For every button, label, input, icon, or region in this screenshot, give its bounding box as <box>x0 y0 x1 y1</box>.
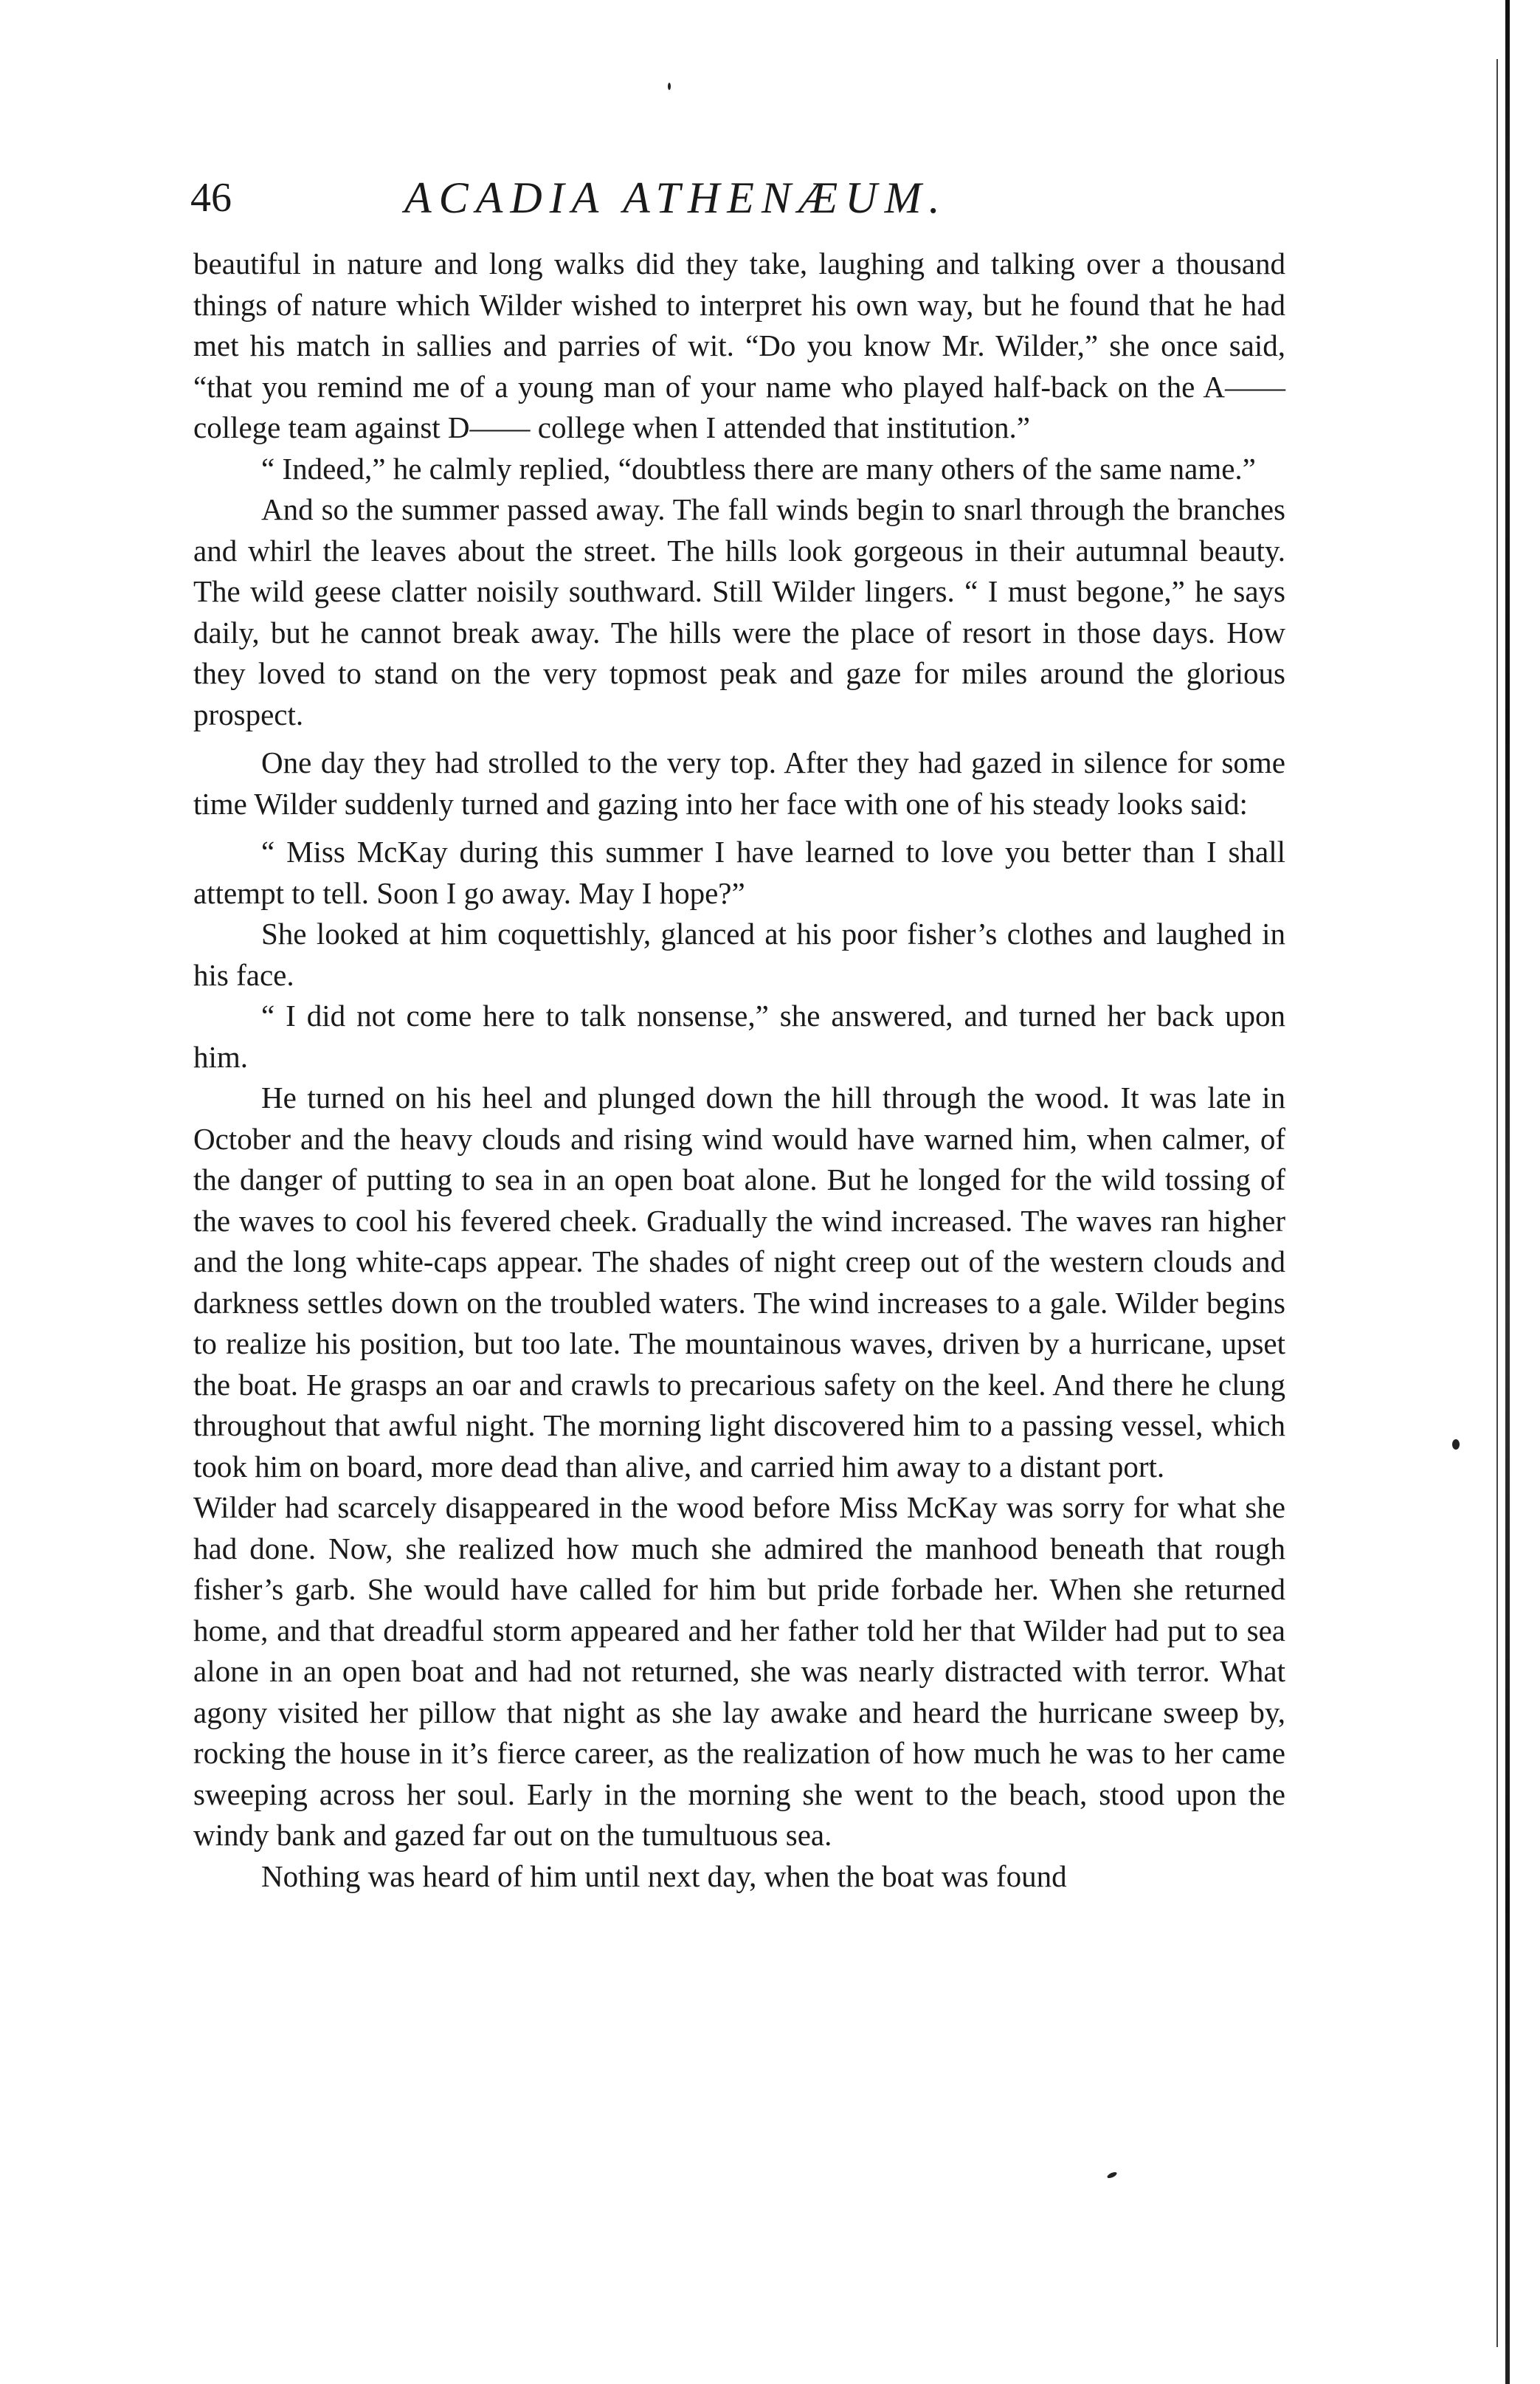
scan-speck <box>1106 2171 1117 2179</box>
paragraph: Nothing was heard of him until next day, when the boat was found <box>261 1858 1067 1893</box>
running-title: ACADIA ATHENÆUM. <box>404 173 947 222</box>
paragraph: “ Indeed,” he calmly replied, “doubtless there are many others of the same name.” <box>261 451 1256 486</box>
page-header <box>190 174 1282 233</box>
page-edge-shadow <box>1496 59 1498 2347</box>
paragraph: Wilder had scarcely disappeared in the wood before Miss McKay was sorry for what she had done. Now, she realized how much she admired the manhood beneath that rough fisher’s garb. She would have called for him but pride forbade her. When she returned home, and that dreadful storm appeared and her father told her that Wilder had put to sea alone in an open boat and had not returned, she was nearly distracted with terror. What agony visited her pillow that night as she lay awake and heard the hurricane sweep by, rocking the house in it’s fierce career, as the realization of how much he was to her came sweeping across her soul. Early in the morning she went to the beach, stood upon the windy bank and gazed far out on the tumultuous sea. <box>193 1490 1285 1852</box>
paragraph: beautiful in nature and long walks did they take, laughing and talking over a thousand things of nature which Wilder wished to interpret his own way, but he found that he had met his match in sallies and parries of wit. “Do you know Mr. Wilder,” she once said, “that you remind me of a young man of your name who played half-back on the A—— college team against D—— college when I attended that institution.” <box>193 247 1285 444</box>
scan-speck <box>668 83 671 90</box>
paragraph: He turned on his heel and plunged down the hill through the wood. It was late in October and the heavy clouds and rising wind would have warned him, when calmer, of the danger of putting to sea in an open boat alone. But he longed for the wild tossing of the waves to cool his fevered cheek. Gradually the wind increased. The waves ran higher and the long white-caps appear. The shades of night creep out of the western clouds and darkness settles down on the troubled waters. The wind increases to a gale. Wilder begins to realize his position, but too late. The mountainous waves, driven by a hurricane, upset the boat. He grasps an oar and crawls to precarious safety on the keel. And there he clung throughout that awful night. The morning light discovered him to a passing vessel, which took him on board, more dead than alive, and carried him away to a distant port. <box>193 1081 1285 1484</box>
article-body <box>193 244 1285 1897</box>
paragraph: She looked at him coquettishly, glanced at his poor fisher’s clothes and laughed in his face. <box>193 917 1285 992</box>
page-binding-edge <box>1505 0 1510 2384</box>
paragraph: “ I did not come here to talk nonsense,” she answered, and turned her back upon him. <box>193 999 1285 1074</box>
scan-speck <box>1452 1439 1460 1450</box>
paragraph: And so the summer passed away. The fall winds begin to snarl through the branches and whirl the leaves about the street. The hills look gorgeous in their autumnal beauty. The wild geese clatter noisily southward. Still Wilder lingers. “ I must begone,” he says daily, but he cannot break away. The hills were the place of resort in those days. How they loved to stand on the very topmost peak and gaze for miles around the glorious prospect. <box>193 492 1285 731</box>
paragraph: “ Miss McKay during this summer I have learned to love you better than I shall attempt to tell. Soon I go away. May I hope?” <box>193 835 1285 910</box>
page-number: 46 <box>190 175 232 221</box>
paragraph: One day they had strolled to the very top. After they had gazed in silence for some time Wilder suddenly turned and gazing into her face with one of his steady looks said: <box>193 745 1285 821</box>
